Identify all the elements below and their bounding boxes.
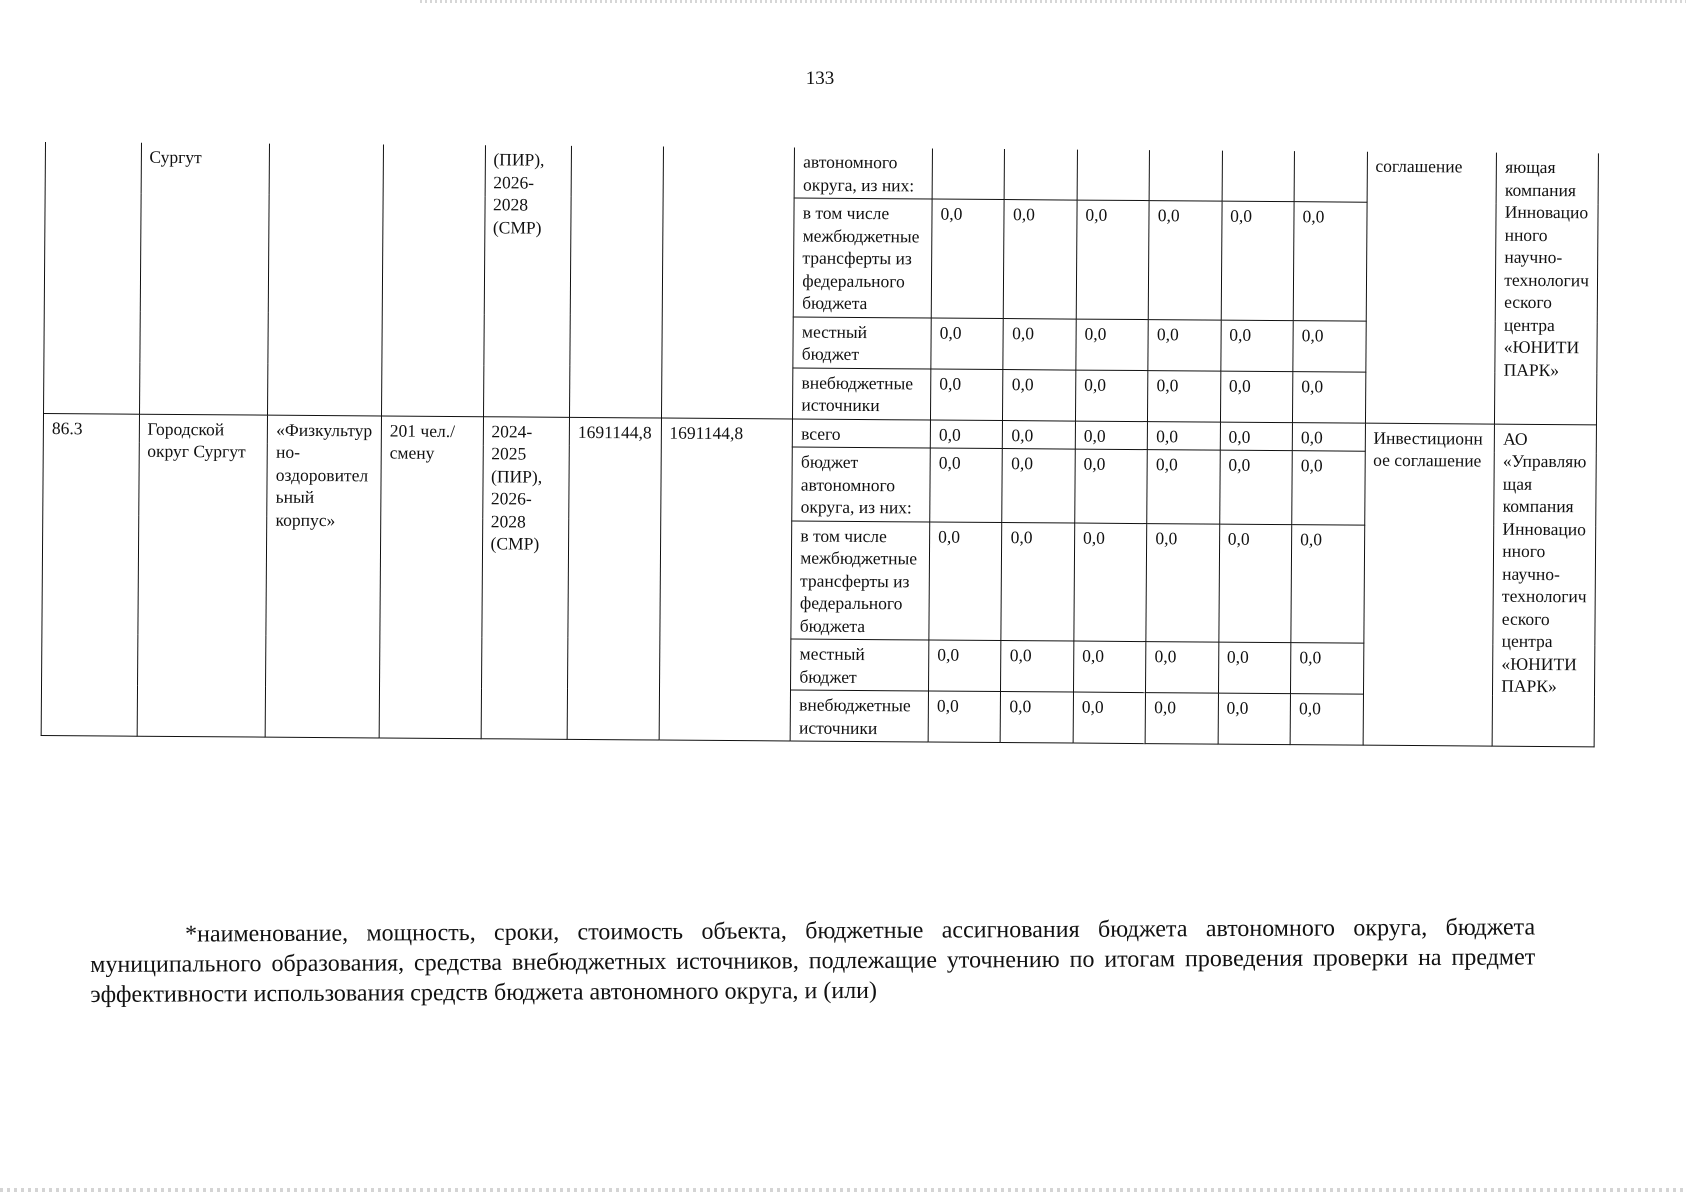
municipality-cell: Городской округ Сургут bbox=[137, 414, 268, 737]
responsible-cell: яющая компания Инновационного научно-технологического центра «ЮНИТИ ПАРК» bbox=[1495, 153, 1599, 425]
remaining-cost-cell bbox=[661, 147, 795, 419]
footnote-text: *наименование, мощность, сроки, стоимость объекта, бюджетные ассигнования бюджета автономного округа, бюджета муниципального образования, средства внебюджетных источников, подлежащие уточнению по итогам проведения проверки на предмет эффективности использования средств бюджета автономного округа, и (или) bbox=[90, 914, 1536, 1008]
funding-value-cell: 0,0 bbox=[1148, 319, 1221, 371]
funding-value-cell: 0,0 bbox=[1219, 450, 1292, 524]
object-cell bbox=[268, 144, 384, 416]
funding-value-cell: 0,0 bbox=[1220, 371, 1293, 423]
funding-value-cell: 0,0 bbox=[1076, 200, 1149, 319]
row-number-cell: 86.3 bbox=[41, 413, 139, 736]
funding-value-cell: 0,0 bbox=[1293, 371, 1366, 423]
funding-source-cell: бюджет автономного округа, из них: bbox=[792, 447, 930, 522]
funding-value-cell: 0,0 bbox=[1075, 449, 1148, 523]
objects-table bbox=[41, 142, 1599, 747]
cost-cell: 1691144,8 bbox=[567, 417, 661, 740]
funding-value-cell: 0,0 bbox=[1221, 320, 1294, 372]
funding-value-cell: 0,0 bbox=[1001, 522, 1074, 641]
funding-value-cell: 0,0 bbox=[1292, 422, 1365, 451]
period-cell: (ПИР), 2026-2028 (СМР) bbox=[483, 145, 571, 417]
funding-value-cell: 0,0 bbox=[1220, 422, 1293, 451]
page-number: 133 bbox=[805, 68, 835, 89]
funding-value-cell: 0,0 bbox=[1074, 523, 1147, 642]
funding-value-cell: 0,0 bbox=[1003, 369, 1076, 421]
funding-value-cell bbox=[1222, 151, 1295, 202]
capacity-cell bbox=[381, 144, 485, 416]
funding-value-cell: 0,0 bbox=[929, 521, 1002, 640]
object-cell: «Физкультурно-оздоровительный корпус» bbox=[265, 415, 381, 738]
funding-value-cell: 0,0 bbox=[931, 369, 1004, 421]
funding-value-cell: 0,0 bbox=[1001, 641, 1074, 693]
funding-value-cell: 0,0 bbox=[929, 640, 1002, 692]
funding-value-cell: 0,0 bbox=[1218, 642, 1291, 694]
funding-value-cell: 0,0 bbox=[1146, 642, 1219, 694]
remaining-cost-cell: 1691144,8 bbox=[659, 418, 793, 741]
funding-source-cell: внебюджетные источники bbox=[793, 367, 931, 419]
scan-artifact-bottom bbox=[0, 1188, 1686, 1192]
mechanism-cell: соглашение bbox=[1365, 152, 1497, 424]
funding-value-cell: 0,0 bbox=[1149, 201, 1222, 320]
funding-source-cell: автономного округа, из них: bbox=[794, 147, 932, 199]
funding-source-cell: в том числе межбюджетные трансферты из федерального бюджета bbox=[794, 198, 933, 318]
funding-value-cell: 0,0 bbox=[1290, 694, 1363, 746]
funding-value-cell: 0,0 bbox=[931, 318, 1004, 370]
funding-value-cell: 0,0 bbox=[1147, 450, 1220, 524]
funding-value-cell: 0,0 bbox=[1076, 319, 1149, 371]
funding-value-cell: 0,0 bbox=[1001, 692, 1074, 744]
funding-value-cell bbox=[1077, 150, 1150, 201]
funding-value-cell: 0,0 bbox=[1004, 200, 1077, 319]
table-row bbox=[45, 142, 1598, 204]
funding-value-cell bbox=[1149, 150, 1222, 201]
funding-value-cell: 0,0 bbox=[928, 691, 1001, 743]
funding-source-cell: местный бюджет bbox=[793, 316, 931, 368]
funding-value-cell: 0,0 bbox=[1293, 202, 1366, 321]
funding-value-cell: 0,0 bbox=[1221, 201, 1294, 320]
capacity-cell: 201 чел./смену bbox=[379, 415, 483, 738]
funding-value-cell: 0,0 bbox=[931, 199, 1004, 318]
funding-value-cell: 0,0 bbox=[1002, 449, 1075, 523]
funding-value-cell: 0,0 bbox=[1148, 421, 1221, 450]
row-number-cell bbox=[44, 142, 142, 414]
funding-value-cell bbox=[932, 149, 1005, 200]
funding-value-cell: 0,0 bbox=[1148, 370, 1221, 422]
funding-value-cell: 0,0 bbox=[1291, 524, 1364, 643]
funding-value-cell: 0,0 bbox=[1291, 643, 1364, 695]
funding-value-cell: 0,0 bbox=[1003, 318, 1076, 370]
funding-value-cell bbox=[1005, 149, 1078, 200]
funding-value-cell: 0,0 bbox=[1293, 320, 1366, 372]
funding-value-cell: 0,0 bbox=[1003, 420, 1076, 449]
funding-source-cell: местный бюджет bbox=[791, 639, 929, 691]
funding-source-cell: всего bbox=[793, 418, 931, 448]
cost-cell bbox=[570, 146, 663, 418]
funding-value-cell: 0,0 bbox=[1073, 641, 1146, 693]
funding-value-cell: 0,0 bbox=[930, 419, 1003, 448]
funding-value-cell: 0,0 bbox=[1219, 524, 1292, 643]
period-cell: 2024-2025 (ПИР), 2026-2028 (СМР) bbox=[481, 416, 570, 739]
funding-value-cell: 0,0 bbox=[1218, 693, 1291, 745]
funding-source-cell: в том числе межбюджетные трансферты из федерального бюджета bbox=[791, 520, 930, 640]
funding-source-cell: внебюджетные источники bbox=[790, 690, 928, 742]
funding-value-cell: 0,0 bbox=[930, 448, 1003, 522]
funding-value-cell: 0,0 bbox=[1146, 523, 1219, 642]
funding-value-cell: 0,0 bbox=[1145, 693, 1218, 745]
mechanism-cell: Инвестиционное соглашение bbox=[1363, 423, 1495, 746]
funding-value-cell bbox=[1294, 151, 1367, 202]
funding-value-cell: 0,0 bbox=[1292, 451, 1365, 525]
responsible-cell: АО «Управляющая компания Инновационного научно-технологического центра «ЮНИТИ ПАРК» bbox=[1492, 424, 1596, 747]
funding-value-cell: 0,0 bbox=[1075, 421, 1148, 450]
scan-artifact-top bbox=[420, 0, 1686, 3]
municipality-cell: Сургут bbox=[139, 143, 270, 415]
funding-value-cell: 0,0 bbox=[1073, 692, 1146, 744]
funding-value-cell: 0,0 bbox=[1075, 370, 1148, 422]
